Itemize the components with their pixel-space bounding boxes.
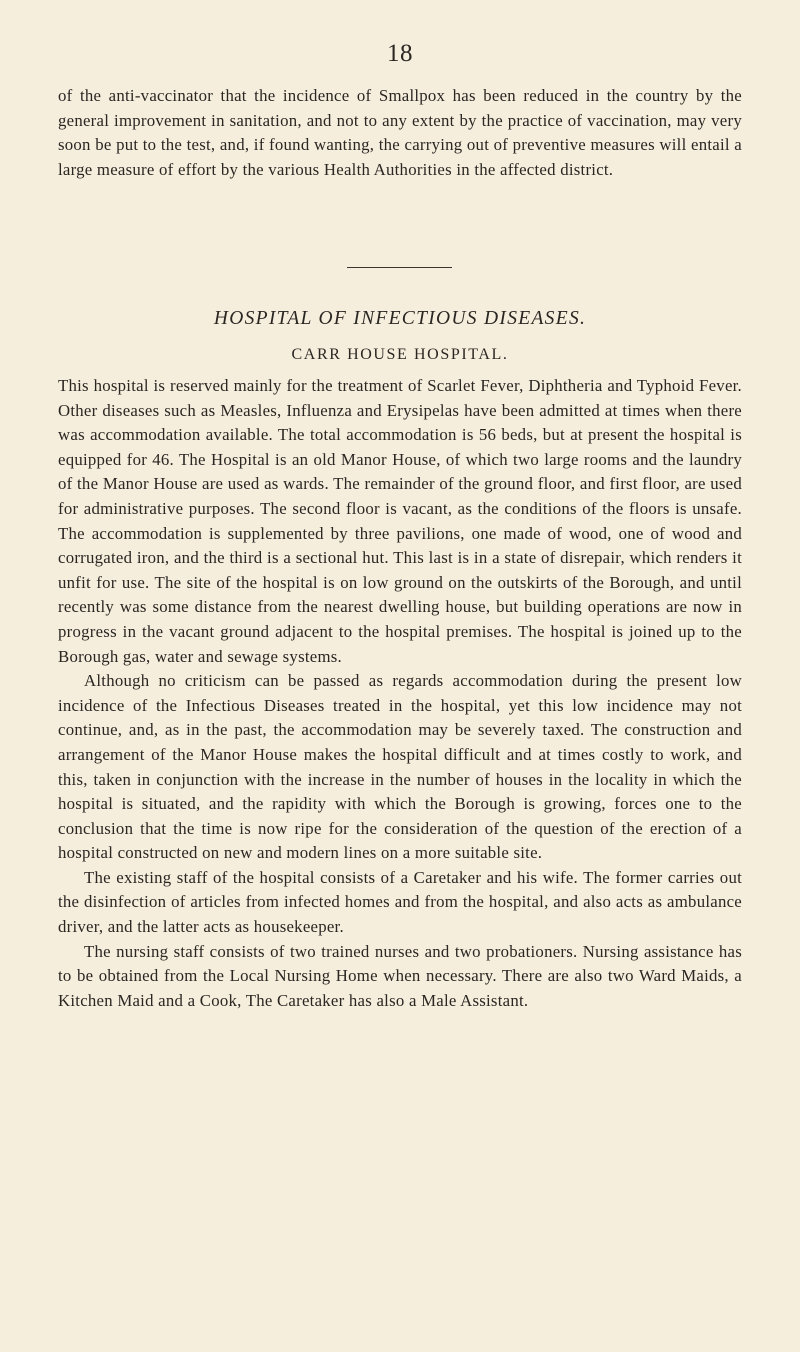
section-subtitle: CARR HOUSE HOSPITAL.: [291, 346, 509, 363]
section-body: [58, 374, 742, 1013]
page-number: 18: [387, 40, 413, 67]
intro-text-block: [58, 84, 742, 182]
paragraph-hospital-description: This hospital is reserved mainly for the treatment of Scarlet Fever, Diphtheria and Typhoid Fever. Other diseases such as Measles, Influenza and Erysipelas have been admitted at times when there was accommodation available. The total accommodation is 56 beds, but at present the hospital is equipped for 46. The Hospital is an old Manor House, of which two large rooms and the laundry of the Manor House are used as wards. The remainder of the ground floor, and first floor, are used for administrative purposes. The second floor is vacant, as the conditions of the floors is unsafe. The accommodation is supplemented by three pavilions, one made of wood, one of wood and corrugated iron, and the third is a sectional hut. This last is in a state of disrepair, which renders it unfit for use. The site of the hospital is on low ground on the outskirts of the Borough, and until recently was some distance from the nearest dwelling house, but building operations are now in progress in the vacant ground adjacent to the hospital premises. The hospital is joined up to the Borough gas, water and sewage systems.: [58, 376, 742, 666]
paragraph-existing-staff: The existing staff of the hospital consists of a Caretaker and his wife. The former carries out the disinfection of articles from infected homes and from the hospital, and also acts as ambulance driver, and the latter acts as housekeeper.: [58, 867, 742, 937]
intro-paragraph: of the anti-vaccinator that the incidence of Smallpox has been reduced in the country by the general improvement in sanitation, and not to any extent by the practice of vaccination, may very soon be put to the test, and, if found wanting, the carrying out of preventive measures will entail a large measure of effort by the various Health Authorities in the affected district.: [58, 86, 742, 179]
paragraph-accommodation-concerns: Although no criticism can be passed as regards accommodation during the present low incidence of the Infectious Diseases treated in the hospital, yet this low incidence may not continue, and, as in the past, the accommodation may be severely taxed. The construction and arrangement of the Manor House makes the hospital difficult and at times costly to work, and this, taken in conjunction with the increase in the number of houses in the locality in which the hospital is situated, and the rapidity with which the Borough is growing, forces one to the conclusion that the time is now ripe for the consideration of the question of the erection of a hospital constructed on new and modern lines on a more suitable site.: [58, 671, 742, 863]
section-title: HOSPITAL OF INFECTIOUS DISEASES.: [213, 308, 587, 329]
paragraph-nursing-staff: The nursing staff consists of two trained nurses and two probationers. Nursing assistance has to be obtained from the Local Nursing Home when necessary. There are also two Ward Maids, a Kitchen Maid and a Cook, The Caretaker has also a Male Assistant.: [58, 941, 742, 1010]
section-divider: [347, 267, 452, 268]
